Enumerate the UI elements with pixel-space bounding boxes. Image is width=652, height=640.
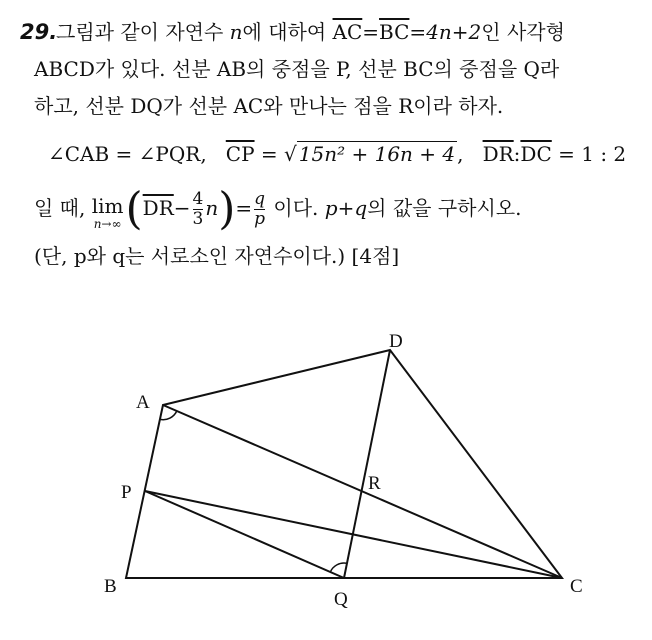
p-plus-q: p+q — [324, 196, 368, 220]
open-paren: ( — [125, 183, 143, 235]
segment-dr-2: $\overline{DR}$ — [142, 196, 174, 220]
problem-number: 29. — [20, 20, 58, 44]
segment-dr: $\overline{DR}$ — [482, 142, 514, 166]
line1-pre: 그림과 같이 자연수 — [56, 20, 230, 44]
line1-mid: 에 대하여 — [242, 20, 333, 44]
ratio: = 1 : 2 — [558, 142, 627, 166]
sqrt-expression: 15n² + 16n + 4 — [298, 142, 456, 166]
minus: − — [173, 196, 191, 220]
segment-dq-line — [344, 350, 390, 578]
segment-ac-line — [163, 405, 562, 578]
limit-pre: 일 때, — [34, 196, 92, 220]
problem-note: (단, p와 q는 서로소인 자연수이다.) [4점] — [34, 244, 400, 268]
label-b: B — [104, 576, 117, 597]
segment-pq-line — [145, 491, 344, 578]
cond-comma: , — [457, 142, 464, 166]
segment-cp: $\overline{CP}$ — [225, 142, 255, 166]
segment-bc: $\overline{BC}$ — [379, 20, 410, 44]
equals-2: = — [409, 20, 427, 44]
fraction-numerator: 4 — [192, 189, 204, 209]
limit-post-2: 의 값을 구하시오. — [367, 196, 522, 220]
angle-mark-q — [330, 563, 347, 572]
var-n-2: n — [205, 196, 219, 220]
equals-3: = — [260, 142, 278, 166]
label-c: C — [570, 576, 583, 597]
limit-subscript: n→∞ — [93, 217, 122, 231]
label-r: R — [368, 473, 381, 494]
angle-condition: ∠CAB = ∠PQR, — [48, 142, 207, 166]
quadrilateral-abcd — [126, 350, 562, 578]
label-q: Q — [334, 589, 348, 610]
equals-1: = — [362, 20, 380, 44]
fraction-denominator: 3 — [192, 209, 204, 229]
var-n: n — [229, 20, 243, 44]
label-a: A — [136, 392, 150, 413]
close-paren: ) — [218, 183, 236, 235]
conditions-line: ∠CAB = ∠PQR, $\overline{CP}$ = √ 15n² + 16n + 4 , $\overline{DR}:\overline{DC} = 1$ : 2 — [48, 142, 627, 166]
label-p: P — [121, 482, 132, 503]
problem-line-2: ABCD가 있다. 선분 AB의 중점을 P, 선분 BC의 중점을 Q라 — [34, 57, 560, 81]
equals-4: = — [235, 196, 253, 220]
limit-post-1: 이다. — [267, 196, 325, 220]
fraction-p: p — [254, 209, 266, 229]
colon: : — [513, 142, 521, 166]
limit-word: lim — [91, 194, 124, 218]
angle-mark-a — [160, 411, 177, 420]
segment-ac: $\overline{AC}$ — [332, 20, 363, 44]
line1-post: 인 사각형 — [481, 20, 565, 44]
fraction-q: q — [254, 189, 266, 209]
value-4n2: 4n+2 — [426, 20, 482, 44]
problem-line-3: 하고, 선분 DQ가 선분 AC와 만나는 점을 R이라 하자. — [34, 94, 504, 118]
label-d: D — [389, 331, 403, 352]
segment-dc: $\overline{DC}$ — [520, 142, 552, 166]
